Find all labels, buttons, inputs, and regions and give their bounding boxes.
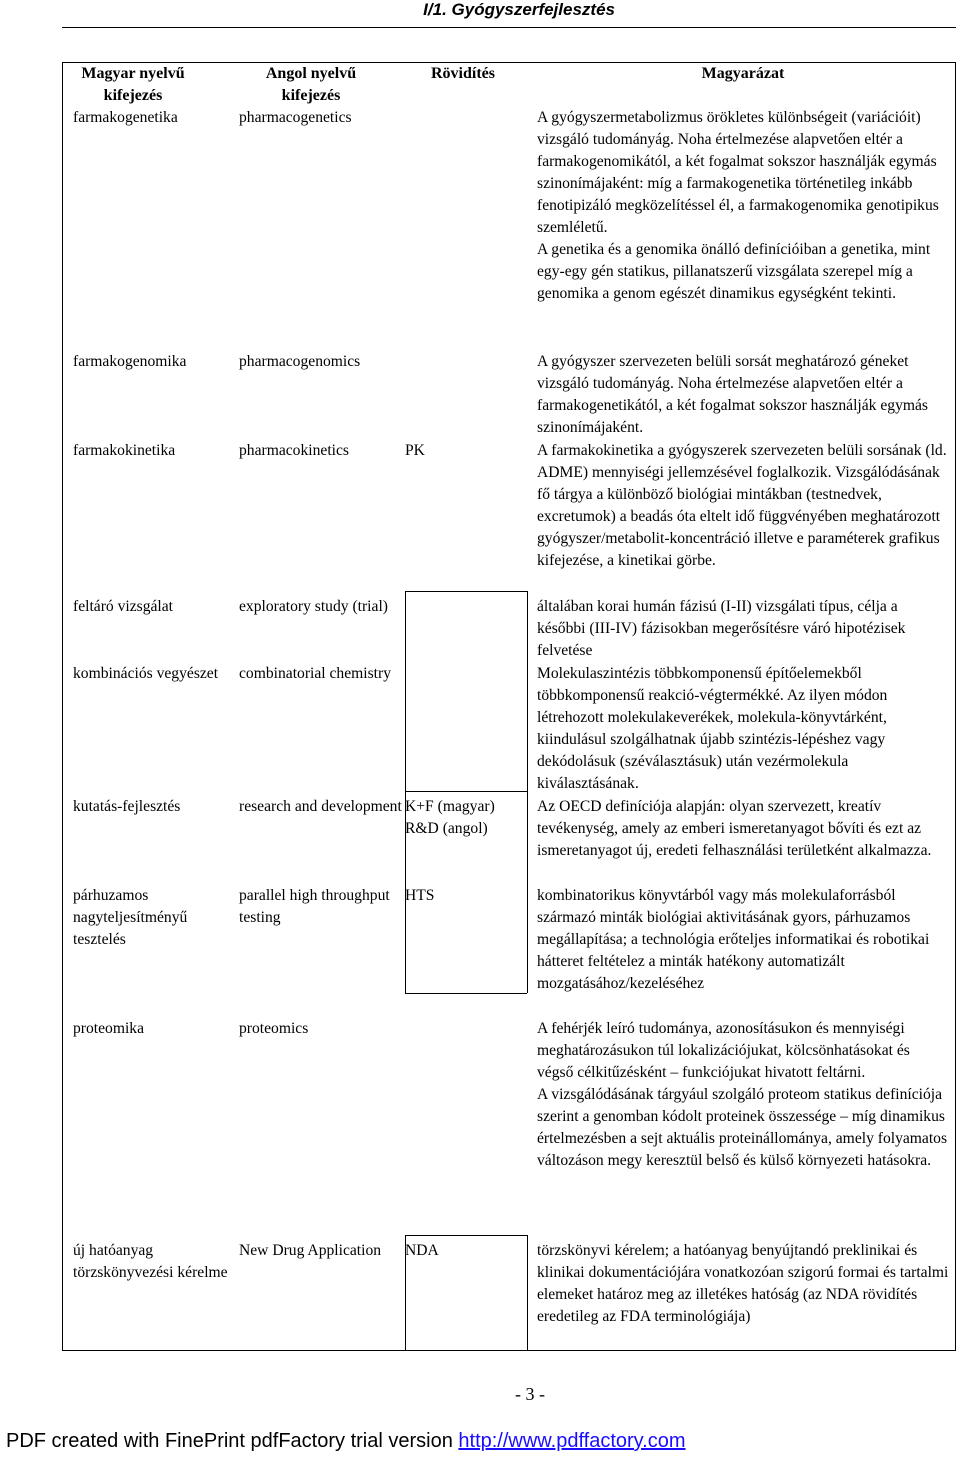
row-divider xyxy=(405,993,527,994)
term-hungarian: farmakogenomika xyxy=(73,353,187,370)
term-explanation xyxy=(537,663,949,795)
term-explanation xyxy=(537,107,949,305)
column-divider xyxy=(527,1235,528,1350)
running-header-title: I/1. Gyógyszerfejlesztés xyxy=(423,0,615,19)
term-hungarian: feltáró vizsgálat xyxy=(73,598,174,615)
explanation-paragraph: törzskönyvi kérelem; a hatóanyag benyújtandó preklinikai és klinikai dokumentációjára vonatkozóan szigorú formai és tartalmi elemeket határoz meg az illetékes hatóság (az NDA rövidítés eredetileg az FDA terminológiája) xyxy=(537,1242,949,1325)
explanation-paragraph: A gyógyszer szervezeten belüli sorsát meghatározó géneket vizsgáló tudományág. Noha értelmezése alapvetően eltér a farmakogenetikától, a két fogalmat sokszor használják egymás szinonímájaként. xyxy=(537,353,929,436)
term-english: research and development xyxy=(239,798,402,815)
term-explanation xyxy=(537,885,949,995)
row-divider xyxy=(405,591,527,592)
row-divider xyxy=(405,791,527,792)
footer-text: PDF created with FinePrint pdfFactory trial version xyxy=(6,1430,453,1452)
term-abbreviation: NDA xyxy=(405,1242,439,1259)
glossary-table xyxy=(62,62,956,1351)
term-english: pharmacogenetics xyxy=(239,109,352,126)
explanation-paragraph: A fehérjék leíró tudománya, azonosításukon és mennyiségi meghatározásukon túl lokalizációjukat, kölcsönhatásokat és végső célkitűzésként – funkciójukat hivatott feltárni. xyxy=(537,1020,910,1081)
term-english: exploratory study (trial) xyxy=(239,598,388,615)
term-english: proteomics xyxy=(239,1020,309,1037)
explanation-paragraph: A farmakokinetika a gyógyszerek szervezeten belüli sorsának (ld. ADME) mennyiségi jellemzésével foglalkozik. Vizsgálódásának fő tárgya a különböző biológiai mintákban (testnedvek, excretumok) a beadás óta eltelt idő függvényében meghatározott gyógyszer/metabolit-koncentráció illetve e paraméterek grafikus kifejezése, a kinetikai görbe. xyxy=(537,442,947,569)
term-hungarian: kutatás-fejlesztés xyxy=(73,798,181,815)
term-explanation xyxy=(537,596,949,662)
term-english: parallel high throughput testing xyxy=(239,887,390,926)
row-divider xyxy=(405,1235,527,1236)
explanation-paragraph: Az OECD definíciója alapján: olyan szervezett, kreatív tevékenység, amely az emberi ismeretanyagot bővíti és ezt az ismeretanyagot új, eredeti felhasználási területként alkalmazza. xyxy=(537,798,932,859)
term-english: New Drug Application xyxy=(239,1242,382,1259)
term-explanation xyxy=(537,796,949,862)
term-hungarian: új hatóanyag törzskönyvezési kérelme xyxy=(73,1242,228,1281)
explanation-paragraph: kombinatorikus könyvtárból vagy más molekulaforrásból származó minták biológiai aktivitásának gyors, párhuzamos megállapítása; a technológia erőteljes informatikai és robotikai hátteret feltételez a minták hatékony automatizált mozgatásához/kezeléséhez xyxy=(537,887,930,992)
term-english: pharmacogenomics xyxy=(239,353,361,370)
term-abbreviation: HTS xyxy=(405,887,435,904)
explanation-paragraph: Molekulaszintézis többkomponensű építőelemekből többkomponensű reakció-végtermékké. Az ilyen módon létrehozott molekulakeverékek, molekula-könyvtárként, kiindulásul szolgálhatnak újabb szintézis-lépéshez vagy dekódolásuk (széválasztásuk) után vezérmolekula kiválasztásának. xyxy=(537,665,888,792)
term-explanation xyxy=(537,1018,949,1172)
term-explanation xyxy=(537,351,949,439)
explanation-paragraph: A gyógyszermetabolizmus örökletes különbségeit (variációit) vizsgáló tudományág. Noha értelmezése alapvetően eltér a farmakogenomikától, a két fogalmat sokszor használják egymás szinonímájaként: míg a farmakogenetika történetileg inkább fenotipizáló megközelítéssel él, a farmakogenomika genotipikus szemléletű. xyxy=(537,109,939,236)
table-header-row xyxy=(63,63,955,107)
term-hungarian: proteomika xyxy=(73,1020,145,1037)
term-hungarian: párhuzamos nagyteljesítményű tesztelés xyxy=(73,887,188,948)
term-english: combinatorial chemistry xyxy=(239,665,391,682)
page-number: - 3 - xyxy=(515,1384,545,1404)
column-divider xyxy=(405,1235,406,1350)
term-explanation xyxy=(537,440,949,572)
explanation-paragraph: A vizsgálódásának tárgyául szolgáló proteom statikus definíciója szerint a genomban kódolt proteinek összessége – míg dinamikus értelmezésben a sejt aktuális proteinállománya, amely folyamatos változáson megy keresztül belső és külső környezeti hatásokra. xyxy=(537,1086,948,1169)
term-abbreviation: K+F (magyar) R&D (angol) xyxy=(405,798,495,837)
term-hungarian: farmakokinetika xyxy=(73,442,176,459)
pdf-footer xyxy=(6,1430,686,1453)
column-header-explanation: Magyarázat xyxy=(701,65,785,82)
term-abbreviation: PK xyxy=(405,442,425,459)
column-header-abbreviation: Rövidítés xyxy=(431,65,495,82)
column-divider xyxy=(405,591,406,993)
explanation-paragraph: általában korai humán fázisú (I-II) vizsgálati típus, célja a későbbi (III-IV) fázisokban megerősítésre váró hipotézisek felvetése xyxy=(537,598,906,659)
term-explanation xyxy=(537,1240,949,1328)
column-header-english: Angol nyelvű kifejezés xyxy=(265,65,357,104)
column-header-hungarian: Magyar nyelvű kifejezés xyxy=(81,65,185,104)
header-rule xyxy=(62,27,956,28)
term-hungarian: farmakogenetika xyxy=(73,109,178,126)
term-english: pharmacokinetics xyxy=(239,442,349,459)
column-divider xyxy=(527,591,528,993)
footer-link[interactable]: http://www.pdffactory.com xyxy=(458,1430,686,1452)
explanation-paragraph: A genetika és a genomika önálló definícióiban a genetika, mint egy-egy gén statikus, pillanatszerű vizsgálata szerepel míg a genomika a genom egészét dinamikus egységként tekinti. xyxy=(537,241,931,302)
term-hungarian: kombinációs vegyészet xyxy=(73,665,219,682)
